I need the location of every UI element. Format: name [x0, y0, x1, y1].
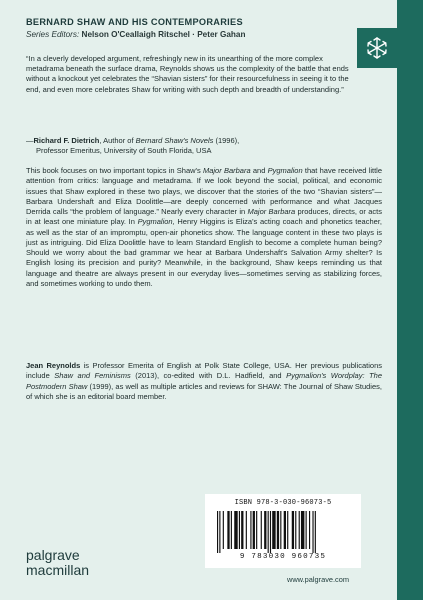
attribution-mid: , Author of	[99, 136, 136, 145]
author-bio	[26, 361, 382, 402]
series-editors-names: Nelson O'Ceallaigh Ritschel · Peter Gahan	[81, 30, 246, 39]
endorsement-attribution	[26, 136, 356, 146]
desc-text-and: and	[250, 166, 268, 175]
attribution-name: Richard F. Dietrich	[33, 136, 100, 145]
series-title: BERNARD SHAW AND HIS CONTEMPORARIES	[26, 17, 243, 27]
barcode-panel	[205, 494, 361, 568]
publisher-brand-line2: macmillan	[26, 562, 90, 578]
bio-text-3: (1999), as well as multiple articles and reviews for SHAW: The Journal of Shaw Studies, of which she is an editorial board member.	[26, 381, 382, 401]
endorsement-affiliation: Professor Emeritus, University of South Florida, USA	[36, 146, 212, 155]
springer-nature-logo-icon	[364, 35, 390, 61]
bio-book-2: Pygmalion's Wordplay: The Postmodern Shaw	[26, 371, 382, 391]
endorsement-quote: “In a cleverly developed argument, refreshingly new in its unearthing of the more complex metadrama beneath the surface drama, Reynolds shows us the complexity of the battle that ends without a knockout yet celebrates the “Shavian sisters” for their resourcefulness in seeing it to the end, and even more celebrates Shaw for writing with such depth and breadth of understanding.”	[26, 54, 349, 94]
desc-text-2: that have received little attention from critics: language and metadrama. If we look beyond the social, political, and economic issues that Shaw explored in these two plays, we discover that the stories of the two “Shavian sisters”—Barbara Undershaft and Eliza Doolittle—are deeply concerned with performance and what Jacques Derrida calls “the problem of language.” Nearly every character in	[26, 166, 383, 217]
desc-title-major-barbara-2: Major Barbara	[247, 207, 296, 217]
spine-stripe	[397, 0, 423, 600]
bio-book-1: Shaw and Feminisms	[54, 371, 131, 381]
publisher-logo-box	[357, 28, 397, 68]
bio-text-2: (2013), co-edited with D.L. Hadfield, and	[130, 371, 287, 381]
desc-text-4: Henry Higgins is Eliza's acting coach and phonetics teacher, as well as the star of an impromptu, open-air phonetics show. The language content in these two plays is just as intriguing. Did Eliza Doolittle have to learn Standard English to become a complete human being? Should we worry about the bad grammar we hear at Barbara Undershaft's Salvation Army shelter? Is English losing its precision and purity? Meanwhile, in the background, Shaw keeps reminding us that language and theatre are always present in our everyday lives—sometimes serving as stabilizing forces, and sometimes working to undo them.	[26, 217, 382, 288]
attribution-year: (1996),	[213, 136, 240, 145]
isbn-label: ISBN 978-3-030-96073-5	[234, 499, 332, 507]
publisher-url: www.palgrave.com	[287, 575, 350, 584]
author-name: Jean Reynolds	[26, 361, 81, 370]
barcode-image	[215, 511, 351, 553]
desc-title-pygmalion: Pygmalion	[267, 166, 303, 175]
series-editors	[26, 30, 245, 39]
attribution-dash: —	[26, 136, 34, 145]
series-editors-label: Series Editors:	[26, 30, 80, 39]
desc-text-1: This book focuses on two important topics in Shaw's	[26, 166, 203, 175]
desc-title-major-barbara: Major Barbara	[202, 166, 251, 175]
book-description	[26, 166, 382, 289]
desc-title-pygmalion-2: Pygmalion,	[137, 217, 175, 227]
desc-text-3: produces, directs, or acts in at least one miniature play. In	[26, 207, 382, 227]
barcode-digits: 9 783030 960735	[239, 553, 327, 561]
bio-text-1: is Professor Emerita of English at Polk State College, USA. Her previous publications include	[26, 361, 382, 381]
attribution-book: Bernard Shaw's Novels	[135, 136, 214, 145]
publisher-brand-line1: palgrave	[26, 547, 80, 563]
